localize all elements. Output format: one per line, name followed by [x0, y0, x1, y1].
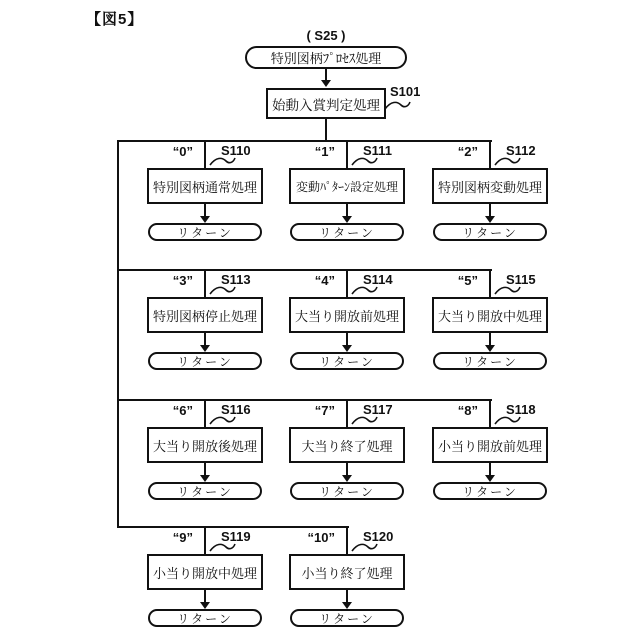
drop-line [489, 269, 491, 297]
drop-line [346, 140, 348, 168]
case-label: “4” [314, 273, 335, 288]
return-terminal-label: リターン [177, 354, 233, 369]
process-box-label: 小当り終了処理 [301, 565, 393, 581]
return-terminal [148, 223, 262, 241]
case-label: “1” [314, 144, 335, 159]
branch-spine [117, 140, 119, 528]
return-terminal-label: リターン [319, 225, 375, 240]
arrow-head-icon [200, 602, 210, 609]
step-label: S114 [363, 272, 393, 287]
arrow-head-icon [342, 475, 352, 482]
return-terminal [290, 609, 404, 627]
process-box-label: 特別図柄変動処理 [437, 179, 542, 195]
return-terminal [290, 223, 404, 241]
leader-squiggle-icon [209, 284, 236, 296]
leader-squiggle-icon [209, 414, 236, 426]
branch-case-4 [289, 269, 405, 370]
process-box-label: 大当り開放前処理 [294, 308, 399, 324]
branch-case-0 [147, 140, 263, 241]
arrow-head-icon [200, 345, 210, 352]
arrow-head-icon [200, 475, 210, 482]
process-box [147, 168, 263, 204]
drop-line [204, 140, 206, 168]
arrow-head-icon [321, 80, 331, 87]
case-label: “3” [172, 273, 193, 288]
return-terminal-label: リターン [319, 484, 375, 499]
case-label: “5” [457, 273, 478, 288]
return-terminal [433, 482, 547, 500]
return-terminal [433, 352, 547, 370]
case-label: “2” [457, 144, 478, 159]
return-terminal [148, 352, 262, 370]
process-box-label: 特別図柄停止処理 [152, 308, 257, 324]
arrow-head-icon [342, 216, 352, 223]
return-terminal-label: リターン [319, 354, 375, 369]
figure-label: 【図5】 [86, 11, 144, 28]
case-label: “0” [172, 144, 193, 159]
case-label: “6” [172, 403, 193, 418]
drop-line [346, 399, 348, 427]
case-label: “7” [314, 403, 335, 418]
leader-squiggle-icon [351, 414, 378, 426]
branch-case-6 [147, 399, 263, 500]
arrow-head-icon [342, 345, 352, 352]
arrow-head-icon [485, 345, 495, 352]
leader-squiggle-icon [351, 155, 378, 167]
process-box-label: 大当り開放後処理 [152, 438, 257, 454]
return-terminal-label: リターン [177, 225, 233, 240]
step-label: S117 [363, 402, 393, 417]
return-terminal [148, 609, 262, 627]
branch-case-7 [289, 399, 405, 500]
entry-step-label: ( S25 ) [306, 28, 346, 43]
leader-squiggle-icon [209, 541, 236, 553]
branch-case-9 [147, 526, 263, 627]
process-box [289, 427, 405, 463]
branch-case-3 [147, 269, 263, 370]
drop-line [204, 269, 206, 297]
return-terminal-label: リターン [462, 484, 518, 499]
case-label: “10” [307, 530, 335, 545]
return-terminal [148, 482, 262, 500]
process-box-label: 大当り開放中処理 [437, 308, 542, 324]
step-label: S111 [363, 143, 392, 158]
process-box-label: 小当り開放前処理 [437, 438, 542, 454]
step-label: S112 [506, 143, 536, 158]
process-box [289, 297, 405, 333]
case-label: “8” [457, 403, 478, 418]
process-box-label: 大当り終了処理 [301, 438, 393, 454]
return-terminal-label: リターン [177, 484, 233, 499]
leader-squiggle-icon [384, 99, 411, 111]
drop-line [346, 526, 348, 554]
process-box [432, 427, 548, 463]
process-box-label: 特別図柄通常処理 [152, 179, 257, 195]
leader-squiggle-icon [494, 414, 521, 426]
drop-line [204, 526, 206, 554]
process-box [147, 427, 263, 463]
branch-case-10 [289, 526, 405, 627]
process-box [432, 168, 548, 204]
branch-case-5 [432, 269, 548, 370]
process-box [289, 554, 405, 590]
leader-squiggle-icon [494, 284, 521, 296]
process-box-label: 変動ﾊﾟﾀｰﾝ設定処理 [295, 179, 398, 194]
process-box [147, 554, 263, 590]
drop-line [346, 269, 348, 297]
judge-process-box [266, 88, 386, 119]
judge-process-label: 始動入賞判定処理 [272, 97, 380, 113]
leader-squiggle-icon [209, 155, 236, 167]
leader-squiggle-icon [351, 541, 378, 553]
drop-line [489, 140, 491, 168]
process-box [147, 297, 263, 333]
arrow-head-icon [485, 216, 495, 223]
branch-case-1 [289, 140, 405, 241]
step-label: S115 [506, 272, 536, 287]
step-ref-s101: S101 [390, 84, 421, 99]
process-box-label: 小当り開放中処理 [152, 565, 257, 581]
connector-line [325, 119, 327, 140]
entry-terminal [245, 46, 407, 69]
step-label: S119 [221, 529, 251, 544]
arrow-head-icon [200, 216, 210, 223]
leader-squiggle-icon [351, 284, 378, 296]
branch-case-8 [432, 399, 548, 500]
entry-terminal-label: 特別図柄ﾌﾟﾛｾｽ処理 [270, 51, 382, 66]
return-terminal-label: リターン [462, 225, 518, 240]
arrow-head-icon [485, 475, 495, 482]
return-terminal-label: リターン [319, 611, 375, 626]
drop-line [204, 399, 206, 427]
return-terminal [433, 223, 547, 241]
process-box [432, 297, 548, 333]
case-label: “9” [172, 530, 193, 545]
drop-line [489, 399, 491, 427]
return-terminal [290, 352, 404, 370]
arrow-head-icon [342, 602, 352, 609]
step-label: S110 [221, 143, 251, 158]
return-terminal [290, 482, 404, 500]
step-label: S120 [363, 529, 394, 544]
process-box [289, 168, 405, 204]
return-terminal-label: リターン [177, 611, 233, 626]
step-label: S116 [221, 402, 251, 417]
return-terminal-label: リターン [462, 354, 518, 369]
leader-squiggle-icon [494, 155, 521, 167]
branch-case-2 [432, 140, 548, 241]
step-label: S113 [221, 272, 251, 287]
step-label: S118 [506, 402, 536, 417]
